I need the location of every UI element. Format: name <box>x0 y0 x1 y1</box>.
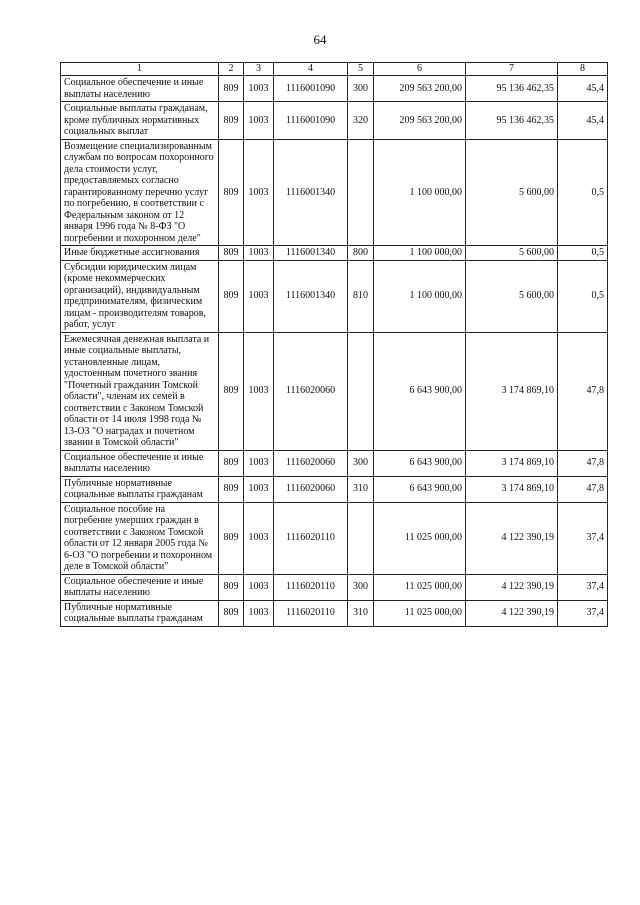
row-fact: 3 174 869,10 <box>466 332 558 450</box>
row-fact: 95 136 462,35 <box>466 76 558 102</box>
row-section: 1003 <box>244 600 274 626</box>
col-header-3: 3 <box>244 63 274 76</box>
row-name: Субсидии юридическим лицам (кроме некоммерческих организаций), индивидуальным предпринимателям, физическим лицам - производителям товаров, работ, услуг <box>61 260 219 332</box>
row-name: Публичные нормативные социальные выплаты гражданам <box>61 600 219 626</box>
row-target: 1116001090 <box>274 102 348 140</box>
table-row <box>61 76 608 102</box>
row-target: 1116020110 <box>274 502 348 574</box>
row-pct: 0,5 <box>558 139 608 246</box>
row-pct: 37,4 <box>558 502 608 574</box>
row-section: 1003 <box>244 476 274 502</box>
row-pct: 37,4 <box>558 600 608 626</box>
budget-table <box>60 62 608 627</box>
row-grbs: 809 <box>219 260 244 332</box>
row-plan: 209 563 200,00 <box>374 76 466 102</box>
row-pct: 45,4 <box>558 102 608 140</box>
table-row <box>61 600 608 626</box>
row-name: Публичные нормативные социальные выплаты гражданам <box>61 476 219 502</box>
row-pct: 47,8 <box>558 476 608 502</box>
row-plan: 6 643 900,00 <box>374 450 466 476</box>
page-number: 64 <box>313 32 327 47</box>
row-target: 1116020060 <box>274 332 348 450</box>
row-section: 1003 <box>244 102 274 140</box>
row-section: 1003 <box>244 76 274 102</box>
row-plan: 6 643 900,00 <box>374 332 466 450</box>
col-header-8: 8 <box>558 63 608 76</box>
row-type <box>348 139 374 246</box>
row-plan: 1 100 000,00 <box>374 260 466 332</box>
row-type: 300 <box>348 76 374 102</box>
row-target: 1116001090 <box>274 76 348 102</box>
row-grbs: 809 <box>219 139 244 246</box>
row-fact: 5 600,00 <box>466 139 558 246</box>
row-fact: 3 174 869,10 <box>466 476 558 502</box>
row-grbs: 809 <box>219 102 244 140</box>
row-section: 1003 <box>244 502 274 574</box>
table-row <box>61 450 608 476</box>
col-header-7: 7 <box>466 63 558 76</box>
row-grbs: 809 <box>219 502 244 574</box>
row-fact: 4 122 390,19 <box>466 600 558 626</box>
table-row <box>61 476 608 502</box>
row-grbs: 809 <box>219 450 244 476</box>
row-fact: 4 122 390,19 <box>466 502 558 574</box>
row-type: 800 <box>348 246 374 261</box>
row-pct: 45,4 <box>558 76 608 102</box>
row-plan: 6 643 900,00 <box>374 476 466 502</box>
row-target: 1116020110 <box>274 600 348 626</box>
row-fact: 5 600,00 <box>466 246 558 261</box>
header-row <box>61 63 608 76</box>
row-pct: 47,8 <box>558 450 608 476</box>
col-header-6: 6 <box>374 63 466 76</box>
table-row <box>61 574 608 600</box>
col-header-4: 4 <box>274 63 348 76</box>
row-name: Социальное обеспечение и иные выплаты населению <box>61 76 219 102</box>
row-section: 1003 <box>244 139 274 246</box>
row-target: 1116020110 <box>274 574 348 600</box>
row-plan: 11 025 000,00 <box>374 574 466 600</box>
row-pct: 0,5 <box>558 260 608 332</box>
row-target: 1116020060 <box>274 450 348 476</box>
row-name: Социальные выплаты гражданам, кроме публичных нормативных социальных выплат <box>61 102 219 140</box>
row-fact: 5 600,00 <box>466 260 558 332</box>
table-row <box>61 139 608 246</box>
row-grbs: 809 <box>219 600 244 626</box>
table-row <box>61 102 608 140</box>
row-type <box>348 332 374 450</box>
row-name: Социальное обеспечение и иные выплаты населению <box>61 450 219 476</box>
row-grbs: 809 <box>219 332 244 450</box>
row-type: 300 <box>348 574 374 600</box>
row-section: 1003 <box>244 574 274 600</box>
row-plan: 11 025 000,00 <box>374 502 466 574</box>
row-section: 1003 <box>244 260 274 332</box>
row-section: 1003 <box>244 246 274 261</box>
row-plan: 209 563 200,00 <box>374 102 466 140</box>
row-type: 810 <box>348 260 374 332</box>
row-fact: 3 174 869,10 <box>466 450 558 476</box>
row-name: Возмещение специализированным службам по вопросам похоронного дела стоимости услуг, предоставляемых согласно гарантированному перечню услуг по погребению, в соответствии с Федеральным законом от 12 января 1996 года № 8-ФЗ "О погребении и похоронном деле" <box>61 139 219 246</box>
col-header-2: 2 <box>219 63 244 76</box>
row-type <box>348 502 374 574</box>
row-section: 1003 <box>244 332 274 450</box>
row-plan: 1 100 000,00 <box>374 246 466 261</box>
row-type: 310 <box>348 476 374 502</box>
row-grbs: 809 <box>219 246 244 261</box>
row-plan: 1 100 000,00 <box>374 139 466 246</box>
row-name: Ежемесячная денежная выплата и иные социальные выплаты, установленные лицам, удостоенным почетного звания "Почетный гражданин Томской области", членам их семей в соответствии с Законом Томской области от 14 июля 1998 года № 13-ОЗ "О наградах и почетном звании в Томской области" <box>61 332 219 450</box>
row-grbs: 809 <box>219 476 244 502</box>
row-name: Иные бюджетные ассигнования <box>61 246 219 261</box>
row-pct: 47,8 <box>558 332 608 450</box>
row-fact: 4 122 390,19 <box>466 574 558 600</box>
row-fact: 95 136 462,35 <box>466 102 558 140</box>
row-section: 1003 <box>244 450 274 476</box>
col-header-1: 1 <box>61 63 219 76</box>
row-target: 1116001340 <box>274 246 348 261</box>
row-type: 300 <box>348 450 374 476</box>
row-grbs: 809 <box>219 76 244 102</box>
table-row <box>61 332 608 450</box>
table-row <box>61 502 608 574</box>
row-plan: 11 025 000,00 <box>374 600 466 626</box>
row-type: 320 <box>348 102 374 140</box>
row-target: 1116001340 <box>274 260 348 332</box>
table-row <box>61 260 608 332</box>
col-header-5: 5 <box>348 63 374 76</box>
row-pct: 37,4 <box>558 574 608 600</box>
row-pct: 0,5 <box>558 246 608 261</box>
row-target: 1116020060 <box>274 476 348 502</box>
row-target: 1116001340 <box>274 139 348 246</box>
row-name: Социальное пособие на погребение умерших граждан в соответствии с Законом Томской области от 12 января 2005 года № 6-ОЗ "О погребении и похоронном деле в Томской области" <box>61 502 219 574</box>
row-name: Социальное обеспечение и иные выплаты населению <box>61 574 219 600</box>
row-grbs: 809 <box>219 574 244 600</box>
row-type: 310 <box>348 600 374 626</box>
table-row <box>61 246 608 261</box>
